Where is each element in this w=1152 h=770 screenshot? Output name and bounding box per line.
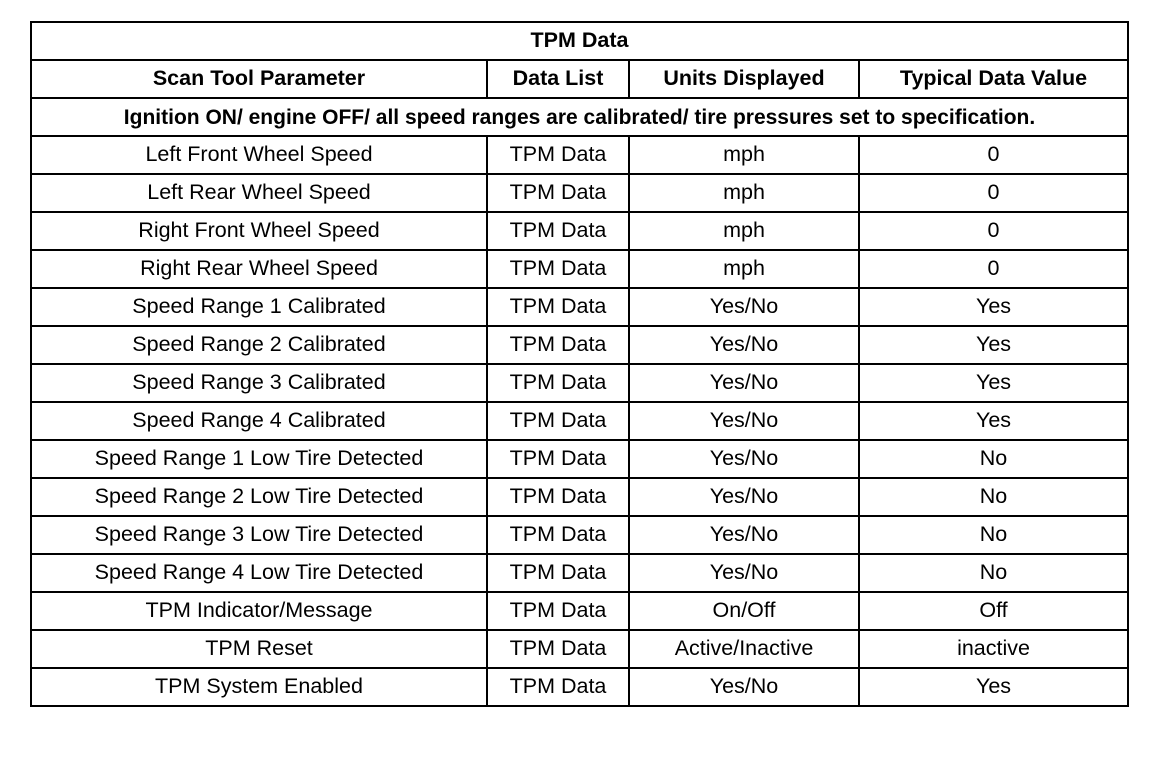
tpm-data-table bbox=[30, 21, 1129, 707]
table-row bbox=[31, 250, 1128, 288]
parameter-cell: Speed Range 3 Calibrated bbox=[31, 364, 487, 402]
typical-value-cell: inactive bbox=[859, 630, 1128, 668]
data-list-cell: TPM Data bbox=[487, 592, 629, 630]
typical-value-cell: Off bbox=[859, 592, 1128, 630]
header-row bbox=[31, 60, 1128, 98]
test-condition: Ignition ON/ engine OFF/ all speed ranges are calibrated/ tire pressures set to specification. bbox=[31, 98, 1128, 136]
parameter-cell: Speed Range 4 Calibrated bbox=[31, 402, 487, 440]
typical-value-cell: 0 bbox=[859, 136, 1128, 174]
units-cell: Yes/No bbox=[629, 364, 859, 402]
parameter-cell: Speed Range 1 Calibrated bbox=[31, 288, 487, 326]
table-row bbox=[31, 136, 1128, 174]
table-row bbox=[31, 630, 1128, 668]
typical-value-cell: 0 bbox=[859, 250, 1128, 288]
table-row bbox=[31, 516, 1128, 554]
table-row bbox=[31, 440, 1128, 478]
typical-value-cell: No bbox=[859, 554, 1128, 592]
data-list-cell: TPM Data bbox=[487, 478, 629, 516]
table-row bbox=[31, 478, 1128, 516]
table-row bbox=[31, 402, 1128, 440]
header-units-displayed: Units Displayed bbox=[629, 60, 859, 98]
header-typical-data-value: Typical Data Value bbox=[859, 60, 1128, 98]
typical-value-cell: No bbox=[859, 516, 1128, 554]
typical-value-cell: No bbox=[859, 440, 1128, 478]
typical-value-cell: Yes bbox=[859, 668, 1128, 706]
parameter-cell: Right Rear Wheel Speed bbox=[31, 250, 487, 288]
typical-value-cell: Yes bbox=[859, 402, 1128, 440]
units-cell: Yes/No bbox=[629, 668, 859, 706]
data-list-cell: TPM Data bbox=[487, 364, 629, 402]
table-row bbox=[31, 554, 1128, 592]
data-list-cell: TPM Data bbox=[487, 516, 629, 554]
header-data-list: Data List bbox=[487, 60, 629, 98]
parameter-cell: Speed Range 1 Low Tire Detected bbox=[31, 440, 487, 478]
typical-value-cell: Yes bbox=[859, 288, 1128, 326]
units-cell: On/Off bbox=[629, 592, 859, 630]
units-cell: Active/Inactive bbox=[629, 630, 859, 668]
data-list-cell: TPM Data bbox=[487, 326, 629, 364]
data-list-cell: TPM Data bbox=[487, 668, 629, 706]
parameter-cell: Speed Range 2 Low Tire Detected bbox=[31, 478, 487, 516]
table-title: TPM Data bbox=[31, 22, 1128, 60]
units-cell: mph bbox=[629, 212, 859, 250]
units-cell: Yes/No bbox=[629, 326, 859, 364]
units-cell: mph bbox=[629, 136, 859, 174]
units-cell: Yes/No bbox=[629, 516, 859, 554]
units-cell: Yes/No bbox=[629, 478, 859, 516]
parameter-cell: Speed Range 3 Low Tire Detected bbox=[31, 516, 487, 554]
typical-value-cell: 0 bbox=[859, 174, 1128, 212]
parameter-cell: Left Rear Wheel Speed bbox=[31, 174, 487, 212]
data-list-cell: TPM Data bbox=[487, 554, 629, 592]
units-cell: Yes/No bbox=[629, 440, 859, 478]
table-row bbox=[31, 174, 1128, 212]
data-list-cell: TPM Data bbox=[487, 136, 629, 174]
condition-row bbox=[31, 98, 1128, 136]
table-row bbox=[31, 364, 1128, 402]
table-row bbox=[31, 288, 1128, 326]
table-row bbox=[31, 668, 1128, 706]
units-cell: mph bbox=[629, 174, 859, 212]
data-list-cell: TPM Data bbox=[487, 212, 629, 250]
units-cell: Yes/No bbox=[629, 402, 859, 440]
typical-value-cell: 0 bbox=[859, 212, 1128, 250]
parameter-cell: TPM System Enabled bbox=[31, 668, 487, 706]
title-row bbox=[31, 22, 1128, 60]
data-list-cell: TPM Data bbox=[487, 402, 629, 440]
parameter-cell: Right Front Wheel Speed bbox=[31, 212, 487, 250]
parameter-cell: Speed Range 2 Calibrated bbox=[31, 326, 487, 364]
parameter-cell: TPM Indicator/Message bbox=[31, 592, 487, 630]
units-cell: mph bbox=[629, 250, 859, 288]
parameter-cell: Speed Range 4 Low Tire Detected bbox=[31, 554, 487, 592]
data-list-cell: TPM Data bbox=[487, 174, 629, 212]
units-cell: Yes/No bbox=[629, 554, 859, 592]
data-list-cell: TPM Data bbox=[487, 630, 629, 668]
parameter-cell: TPM Reset bbox=[31, 630, 487, 668]
data-list-cell: TPM Data bbox=[487, 250, 629, 288]
units-cell: Yes/No bbox=[629, 288, 859, 326]
typical-value-cell: Yes bbox=[859, 326, 1128, 364]
table-row bbox=[31, 592, 1128, 630]
typical-value-cell: Yes bbox=[859, 364, 1128, 402]
data-list-cell: TPM Data bbox=[487, 440, 629, 478]
data-list-cell: TPM Data bbox=[487, 288, 629, 326]
header-scan-tool-parameter: Scan Tool Parameter bbox=[31, 60, 487, 98]
table-row bbox=[31, 212, 1128, 250]
parameter-cell: Left Front Wheel Speed bbox=[31, 136, 487, 174]
typical-value-cell: No bbox=[859, 478, 1128, 516]
table-row bbox=[31, 326, 1128, 364]
